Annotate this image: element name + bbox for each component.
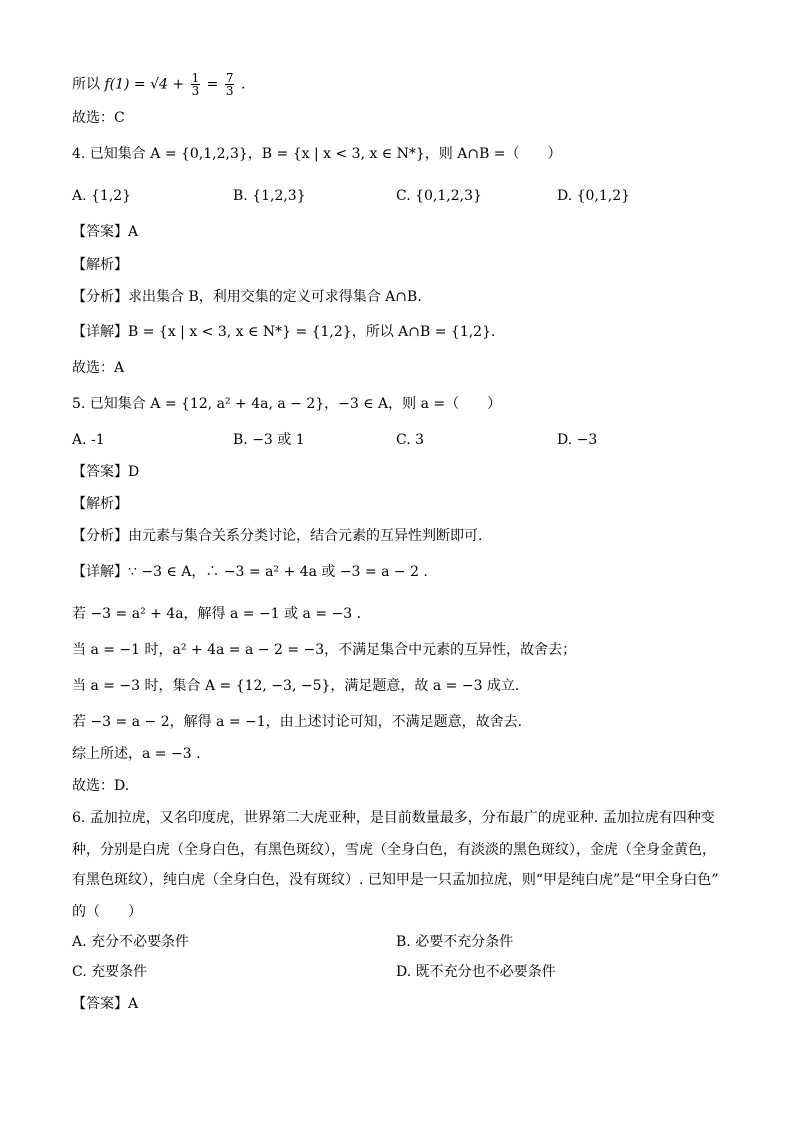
- q6-option-d: D. 既不充分也不必要条件: [396, 964, 556, 980]
- q3-fraction: [191, 72, 201, 97]
- q6-stem-line: 的（ ）: [72, 904, 142, 920]
- q5-solution-line: 当 a = −1 时，a² + 4a = a − 2 = −3，不满足集合中元素的互异性，故舍去；: [72, 642, 577, 658]
- q3-result-denominator: 3: [225, 84, 234, 98]
- q4-option-b: B. {1,2,3}: [233, 188, 306, 204]
- q5-solution-line: 若 −3 = a² + 4a，解得 a = −1 或 a = −3 .: [72, 606, 362, 622]
- q3-result-prefix: 所以: [72, 76, 100, 93]
- q3-result-numerator: 7: [225, 71, 234, 85]
- q4-fenxi-label: 【分析】: [72, 289, 128, 305]
- q4-detail-line: [72, 322, 722, 342]
- q3-formula: f(1) = √4 +: [104, 76, 185, 93]
- q4-stem: 4. 已知集合 A = {0,1,2,3}，B = {x | x < 3, x ∈ N*}，则 A∩B =（ ）: [72, 146, 562, 162]
- q6-option-c: C. 充要条件: [72, 964, 148, 980]
- q6-answer-label: 【答案】: [72, 996, 128, 1012]
- q3-fraction-denominator: 3: [191, 84, 200, 98]
- q4-choice: 故选：A: [72, 360, 125, 376]
- q5-answer-line: [72, 462, 722, 482]
- q4-option-d: D. {0,1,2}: [557, 188, 631, 204]
- q4-fenxi: 求出集合 B，利用交集的定义可求得集合 A∩B.: [128, 289, 422, 305]
- q3-result-line: [72, 72, 722, 97]
- q5-option-a: A. -1: [72, 432, 105, 448]
- q5-solution-line: 当 a = −3 时，集合 A = {12, −3, −5}，满足题意，故 a = −3 成立.: [72, 678, 520, 694]
- q6-option-a: A. 充分不必要条件: [72, 934, 190, 950]
- q5-fenxi-label: 【分析】: [72, 528, 128, 544]
- q5-choice: 故选：D.: [72, 778, 130, 794]
- q3-choice: 故选：C: [72, 110, 125, 126]
- q3-equals: =: [206, 76, 219, 93]
- q5-answer: D: [128, 464, 140, 480]
- q6-option-b: B. 必要不充分条件: [396, 934, 514, 950]
- q4-detail: B = {x | x < 3, x ∈ N*} = {1,2}，所以 A∩B = {1,2}.: [128, 324, 496, 340]
- q3-period: .: [240, 76, 246, 93]
- q3-result-fraction: [225, 72, 235, 97]
- q6-stem-line: 6. 孟加拉虎，又名印度虎，世界第二大虎亚种，是目前数量最多，分布最广的虎亚种. 孟加拉虎有四种变: [72, 810, 715, 826]
- q5-fenxi-line: [72, 526, 722, 546]
- q4-detail-label: 【详解】: [72, 324, 128, 340]
- q4-option-c: C. {0,1,2,3}: [396, 188, 482, 204]
- q5-fenxi: 由元素与集合关系分类讨论，结合元素的互异性判断即可.: [128, 528, 483, 544]
- q6-stem-line: 有黑色斑纹），纯白虎（全身白色，没有斑纹）. 已知甲是一只孟加拉虎，则“甲是纯白虎”是“甲全身白色”: [72, 872, 719, 888]
- q5-option-c: C. 3: [396, 432, 425, 448]
- q5-solution-line: 若 −3 = a − 2，解得 a = −1，由上述讨论可知，不满足题意，故舍去.: [72, 714, 523, 730]
- q4-answer: A: [128, 224, 139, 240]
- q3-fraction-numerator: 1: [191, 71, 200, 85]
- q6-answer: A: [128, 996, 139, 1012]
- q5-summary-line: 综上所述，a = −3 .: [72, 746, 201, 762]
- q5-option-b: B. −3 或 1: [233, 432, 305, 448]
- q6-answer-line: [72, 994, 722, 1014]
- q5-answer-label: 【答案】: [72, 464, 128, 480]
- q5-detail-line: [72, 562, 722, 582]
- q5-analysis-label: 【解析】: [72, 496, 128, 512]
- q4-answer-label: 【答案】: [72, 224, 128, 240]
- q5-detail: ∵ −3 ∈ A，∴ −3 = a² + 4a 或 −3 = a − 2 .: [128, 564, 428, 580]
- q4-analysis-label: 【解析】: [72, 257, 128, 273]
- q4-option-a: A. {1,2}: [72, 188, 132, 204]
- q4-answer-line: [72, 222, 722, 242]
- q5-stem: 5. 已知集合 A = {12, a² + 4a, a − 2}，−3 ∈ A，则 a =（ ）: [72, 396, 502, 412]
- q4-fenxi-line: [72, 287, 722, 307]
- q5-detail-label: 【详解】: [72, 564, 128, 580]
- q6-stem-line: 种，分别是白虎（全身白色，有黑色斑纹），雪虎（全身白色，有淡淡的黑色斑纹），金虎（全身金黄色，: [72, 842, 716, 858]
- q5-option-d: D. −3: [557, 432, 598, 448]
